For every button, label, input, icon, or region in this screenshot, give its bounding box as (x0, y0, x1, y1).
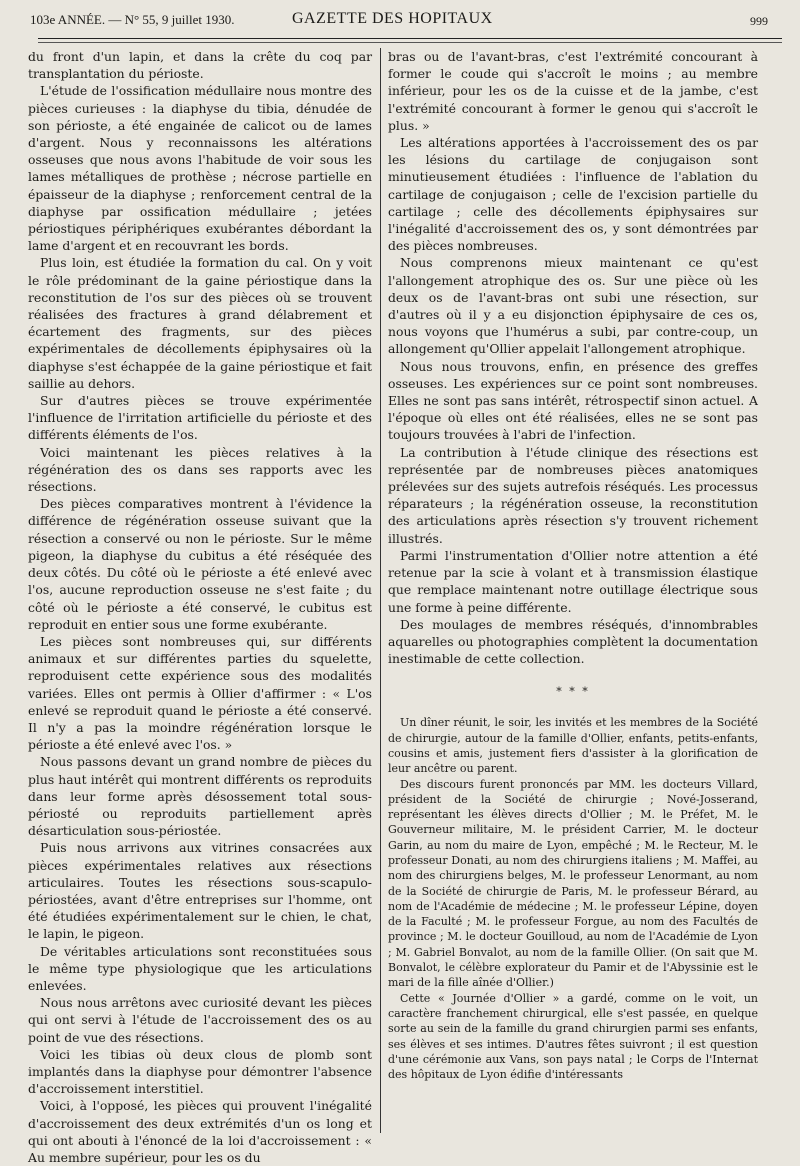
paragraph: Des pièces comparatives montrent à l'évidence la différence de régénération osseuse suivant que la résection a conservé ou non le périoste. Sur le même pigeon, la diaphyse du cubitus a été réséquée des deux côtés. Du côté où le périoste a été enlevé avec l'os, aucune reproduction osseuse ne s'est faite ; du côté où le périoste a été conservé, le cubitus est reproduit en entier sous une forme exubérante. (28, 496, 372, 632)
page-header (30, 8, 782, 30)
journal-title: GAZETTE DES HOPITAUX (292, 10, 493, 27)
header-rule-thin (38, 42, 782, 43)
paragraph: Nous passons devant un grand nombre de pièces du plus haut intérêt qui montrent différents os reproduits dans leur forme après désossement total sous-périosté ou reproduits partiellement après désarticulation sous-périostée. (28, 754, 372, 839)
dinner-report (388, 715, 758, 1082)
issue-line: 103e ANNÉE. — N° 55, 9 juillet 1930. (30, 12, 235, 27)
paragraph: Nous nous trouvons, enfin, en présence des greffes osseuses. Les expériences sur ce point sont nombreuses. Elles ne sont pas sans intérêt, rétrospectif sinon actuel. A l'époque où elles ont été réalisées, elles ne se sont pas toujours trouvées à l'abri de l'infection. (388, 358, 758, 443)
paragraph: L'étude de l'ossification médullaire nous montre des pièces curieuses : la diaphyse du tibia, dénudée de son périoste, a été engainée de calicot ou de lames d'argent. Nous y reconnaissons les altérations osseuses que nous avons l'habitude de voir sous les lames métalliques de prothèse ; nécrose partielle en épaisseur de la diaphyse ; renforcement central de la diaphyse par ossification médullaire ; jetées périostiques périphériques exubérantes débordant la lame d'argent et en recouvrant les bords. (28, 83, 372, 254)
paragraph: La contribution à l'étude clinique des résections est représentée par de nombreuses pièces anatomiques prélevées sur des sujets autrefois réséqués. Les processus réparateurs ; la régénération osseuse, la reconstitution des articulations après résection s'y trouvent richement illustrés. (388, 444, 758, 546)
paragraph: Puis nous arrivons aux vitrines consacrées aux pièces expérimentales relatives aux résections articulaires. Toutes les résections sous-scapulo-périostées, avant d'être entreprises sur l'homme, ont été étudiées expérimentalement sur le chien, le chat, le lapin, le pigeon. (28, 840, 372, 942)
paragraph: Voici maintenant les pièces relatives à la régénération des os dans ses rapports avec les résections. (28, 444, 372, 495)
paragraph: du front d'un lapin, et dans la crête du coq par transplantation du périoste. (28, 49, 372, 82)
paragraph: Parmi l'instrumentation d'Ollier notre attention a été retenue par la scie à volant et à transmission élastique que remplace maintenant notre outillage électrique sous une forme à peine différente. (388, 547, 758, 615)
section-separator: * * * (556, 685, 590, 699)
paragraph: Des discours furent prononcés par MM. les docteurs Villard, président de la Société de chirurgie ; Nové-Josserand, représentant les élèves directs d'Ollier ; M. le Préfet, M. le Gouverneur militaire, M. le président Carrier, M. le docteur Garin, au nom du maire de Lyon, empêché ; M. le Recteur, M. le professeur Donati, au nom des chirurgiens italiens ; M. Maffei, au nom des chirurgiens belges, M. le professeur Lenormant, au nom de la Société de chirurgie de Paris, M. le professeur Bérard, au nom de l'Académie de médecine ; M. le professeur Lépine, doyen de la Faculté ; M. le professeur Forgue, au nom des Facultés de province ; M. le docteur Gouilloud, au nom de l'Académie de Lyon ; M. Gabriel Bonvalot, au nom de la famille Ollier. (On sait que M. Bonvalot, le célèbre explorateur du Pamir et de l'Abyssinie est le mari de la fille aînée d'Ollier.) (388, 777, 758, 990)
paragraph: Cette « Journée d'Ollier » a gardé, comme on le voit, un caractère franchement chirurgical, elle s'est passée, en quelque sorte au sein de la famille du grand chirurgien parmi ses enfants, ses élèves et ses intimes. D'autres fêtes suivront ; il est question d'une cérémonie aux Vans, son pays natal ; le Corps de l'Internat des hôpitaux de Lyon édifie d'intéressants (388, 991, 758, 1082)
paragraph: bras ou de l'avant-bras, c'est l'extrémité concourant à former le coude qui s'accroît le moins ; au membre inférieur, pour les os de la cuisse et de la jambe, c'est l'extrémité concourant à former le genou qui s'accroît le plus. » (388, 49, 758, 133)
left-column (28, 48, 372, 1166)
paragraph: Nous comprenons mieux maintenant ce qu'est l'allongement atrophique des os. Sur une pièce où les deux os de l'avant-bras ont subi une résection, sur d'autres où il y a eu disjonction épiphysaire de ces os, nous voyons que l'humérus a subi, par contre-coup, un allongement qu'Ollier appelait l'allongement atrophique. (388, 255, 758, 357)
page-number: 999 (750, 14, 768, 28)
paragraph: Voici, à l'opposé, les pièces qui prouvent l'inégalité d'accroissement des deux extrémités d'un os long et qui ont abouti à l'énoncé de la loi d'accroissement : « Au membre supérieur, pour les os du (28, 1098, 372, 1165)
paragraph: Les pièces sont nombreuses qui, sur différents animaux et sur différentes parties du squelette, reproduisent cette expérience sous des modalités variées. Elles ont permis à Ollier d'affirmer : « L'os enlevé se reproduit quand le périoste a été conservé. Il n'y a pas la moindre régénération lorsque le périoste a été enlevé avec l'os. » (28, 633, 372, 753)
paragraph: Les altérations apportées à l'accroissement des os par les lésions du cartilage de conjugaison sont minutieusement étudiées : l'influence de l'ablation du cartilage de conjugaison ; celle de l'excision partielle du cartilage ; celle des décollements épiphysaires sur l'inégalité d'accroissement des os, y sont démontrées par des pièces nombreuses. (388, 135, 758, 254)
paragraph: Voici les tibias où deux clous de plomb sont implantés dans la diaphyse pour démontrer l'absence d'accroissement interstitiel. (28, 1046, 372, 1097)
paragraph: Sur d'autres pièces se trouve expérimentée l'influence de l'irritation artificielle du périoste et des différents éléments de l'os. (28, 393, 372, 443)
paragraph: Plus loin, est étudiée la formation du cal. On y voit le rôle prédominant de la gaine périostique dans la reconstitution de l'os sur des pièces où se trouvent réalisées des fractures à grand délabrement et écartement des fragments, sur des pièces expérimentales de décollements épiphysaires où la diaphyse s'est échappée de la gaine périostique et fait saillie au dehors. (28, 255, 372, 391)
paragraph: Des moulages de membres réséqués, d'innombrables aquarelles ou photographies complètent la documentation inestimable de cette collection. (388, 616, 758, 667)
column-divider (380, 48, 381, 1133)
paragraph: Nous nous arrêtons avec curiosité devant les pièces qui ont servi à l'étude de l'accroissement des os au point de vue des résections. (28, 995, 372, 1045)
paragraph: Un dîner réunit, le soir, les invités et les membres de la Société de chirurgie, autour de la famille d'Ollier, enfants, petits-enfants, cousins et amis, justement fiers d'assister à la glorification de leur ancêtre ou parent. (388, 716, 758, 776)
paragraph: De véritables articulations sont reconstituées sous le même type physiologique que les articulations enlevées. (28, 943, 372, 993)
right-column (388, 48, 758, 1082)
header-rule (38, 38, 782, 39)
